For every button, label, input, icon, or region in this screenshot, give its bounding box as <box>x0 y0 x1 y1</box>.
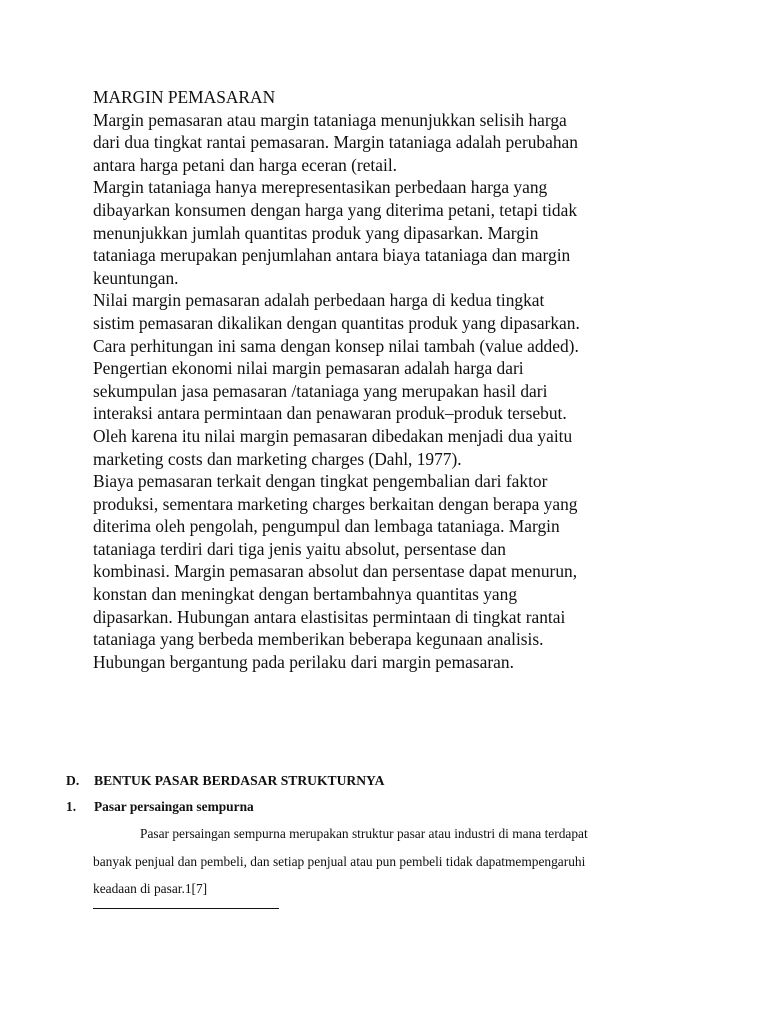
text-line: Biaya pemasaran terkait dengan tingkat pengembalian dari faktor <box>93 471 548 492</box>
section-heading <box>66 773 384 789</box>
text-line: sistim pemasaran dikalikan dengan quantitas produk yang dipasarkan. <box>93 312 580 333</box>
text-line: sekumpulan jasa pemasaran /tataniaga yang merupakan hasil dari <box>93 380 548 401</box>
text-line: kombinasi. Margin pemasaran absolut dan persentase dapat menurun, <box>93 561 578 582</box>
footnote-separator <box>93 908 279 909</box>
text-line: konstan dan meningkat dengan bertambahnya quantitas yang <box>93 584 518 605</box>
text-line: dibayarkan konsumen dengan harga yang diterima petani, tetapi tidak <box>93 199 578 220</box>
text-line: dipasarkan. Hubungan antara elastisitas permintaan di tingkat rantai <box>93 606 566 627</box>
text-line: marketing costs dan marketing charges (Dahl, 1977). <box>93 448 462 469</box>
text-line: keuntungan. <box>93 267 179 288</box>
text-line: Nilai margin pemasaran adalah perbedaan harga di kedua tingkat <box>93 290 545 311</box>
subsection-number: 1. <box>66 799 77 814</box>
paragraph-line: keadaan di pasar.1[7] <box>93 881 208 896</box>
paragraph-line: Pasar persaingan sempurna merupakan struktur pasar atau industri di mana terdapat <box>140 826 588 841</box>
text-line: tataniaga yang berbeda memberikan beberapa kegunaan analisis. <box>93 629 544 650</box>
main-text-block <box>93 86 683 673</box>
text-line: menunjukkan jumlah quantitas produk yang dipasarkan. Margin <box>93 222 539 243</box>
text-line: Margin pemasaran atau margin tataniaga menunjukkan selisih harga <box>93 109 567 130</box>
text-line: interaksi antara permintaan dan penawaran produk–produk tersebut. <box>93 403 567 424</box>
text-line: Margin tataniaga hanya merepresentasikan perbedaan harga yang <box>93 177 548 198</box>
text-line: tataniaga merupakan penjumlahan antara biaya tataniaga dan margin <box>93 245 571 266</box>
section-number: D. <box>66 773 80 788</box>
text-line: produksi, sementara marketing charges berkaitan dengan berapa yang <box>93 493 578 514</box>
text-line: antara harga petani dan harga eceran (retail. <box>93 154 397 175</box>
text-line: diterima oleh pengolah, pengumpul dan lembaga tataniaga. Margin <box>93 516 560 537</box>
subsection-heading <box>66 799 254 815</box>
subsection-title: Pasar persaingan sempurna <box>94 799 254 814</box>
text-line: Cara perhitungan ini sama dengan konsep nilai tambah (value added). <box>93 335 579 356</box>
text-line: Oleh karena itu nilai margin pemasaran dibedakan menjadi dua yaitu <box>93 425 573 446</box>
text-line: Hubungan bergantung pada perilaku dari margin pemasaran. <box>93 651 514 672</box>
paragraph-line: banyak penjual dan pembeli, dan setiap penjual atau pun pembeli tidak dapatmempengaruhi <box>93 853 586 869</box>
text-line: dari dua tingkat rantai pemasaran. Margin tataniaga adalah perubahan <box>93 132 578 153</box>
document-title: MARGIN PEMASARAN <box>93 87 276 107</box>
section-paragraph <box>93 820 693 903</box>
section-title: BENTUK PASAR BERDASAR STRUKTURNYA <box>94 773 385 788</box>
text-line: tataniaga terdiri dari tiga jenis yaitu absolut, persentase dan <box>93 538 506 559</box>
text-line: Pengertian ekonomi nilai margin pemasaran adalah harga dari <box>93 358 524 379</box>
